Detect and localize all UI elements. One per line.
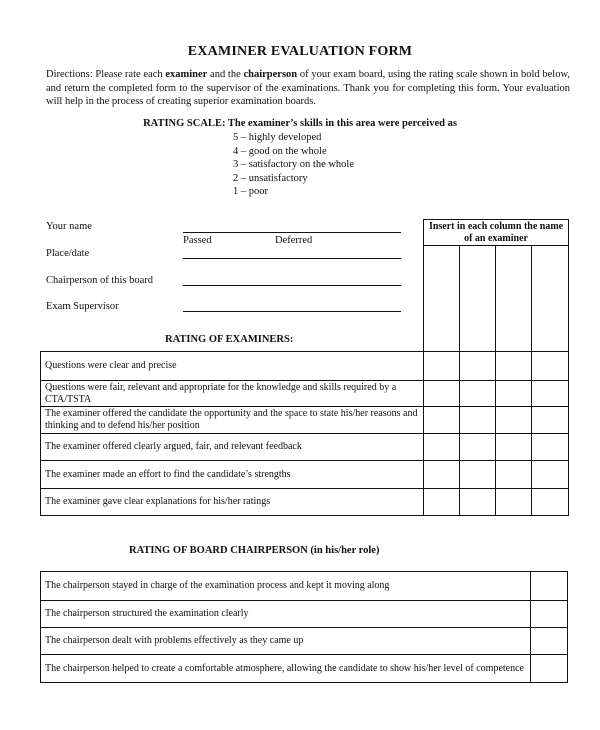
- rating-cell[interactable]: [532, 381, 569, 407]
- examiners-section-heading: RATING OF EXAMINERS:: [165, 334, 294, 345]
- table-row: [41, 628, 568, 655]
- rating-cell[interactable]: [496, 352, 532, 381]
- rating-cell[interactable]: [460, 461, 496, 489]
- examiner-question: The examiner made an effort to find the candidate’s strengths: [41, 461, 424, 489]
- form-title: EXAMINER EVALUATION FORM: [187, 44, 413, 59]
- rating-scale-item: 1 – poor: [233, 186, 268, 198]
- rating-cell[interactable]: [531, 572, 568, 601]
- exam-supervisor-line[interactable]: [183, 311, 401, 312]
- rating-cell[interactable]: [496, 489, 532, 516]
- directions-text: [46, 68, 570, 109]
- chairperson-label: Chairperson of this board: [46, 275, 154, 286]
- directions-chairperson: chairperson: [243, 69, 298, 80]
- place-date-line[interactable]: [183, 258, 401, 259]
- chairperson-question: The chairperson structured the examination clearly: [41, 601, 531, 628]
- chairperson-section-heading: RATING OF BOARD CHAIRPERSON (in his/her role): [129, 545, 380, 556]
- chairperson-question: The chairperson stayed in charge of the examination process and kept it moving along: [41, 572, 531, 601]
- examiner-name-cell[interactable]: [460, 246, 496, 352]
- table-row: [41, 572, 568, 601]
- rating-cell[interactable]: [424, 407, 460, 434]
- examiner-question: The examiner offered clearly argued, fair, and relevant feedback: [41, 434, 424, 461]
- passed-label: Passed: [183, 235, 212, 246]
- directions-examiner: examiner: [165, 69, 208, 80]
- directions-prefix: Directions: Please rate each: [46, 69, 166, 80]
- rating-cell[interactable]: [424, 461, 460, 489]
- chairperson-line[interactable]: [183, 285, 401, 286]
- examiner-column-header: Insert in each column the name of an examiner: [424, 220, 569, 246]
- exam-supervisor-label: Exam Supervisor: [46, 301, 119, 312]
- examiner-question: Questions were fair, relevant and appropriate for the knowledge and skills required by a CTA/TSTA: [41, 381, 424, 407]
- rating-cell[interactable]: [460, 489, 496, 516]
- rating-cell[interactable]: [531, 601, 568, 628]
- table-row: [41, 407, 569, 434]
- rating-cell[interactable]: [496, 461, 532, 489]
- rating-scale-item: 3 – satisfactory on the whole: [233, 159, 355, 171]
- examiner-name-cell[interactable]: [424, 246, 460, 352]
- examiner-name-cell[interactable]: [532, 246, 569, 352]
- place-date-label: Place/date: [46, 248, 90, 259]
- rating-scale-list: [233, 131, 354, 199]
- rating-scale-item: 5 – highly developed: [233, 132, 322, 143]
- your-name-label: Your name: [46, 221, 92, 232]
- rating-cell[interactable]: [532, 434, 569, 461]
- directions-suffix: of your exam board, using the rating scale shown in bold below, and return the completed form to the supervisor of the examinations. Thank you for completing this form. Your evaluation will help in the process of creating superior examination boards.: [46, 69, 570, 107]
- directions-and: and the: [207, 69, 244, 80]
- rating-cell[interactable]: [531, 655, 568, 683]
- table-row: [41, 352, 569, 381]
- rating-cell[interactable]: [424, 381, 460, 407]
- rating-cell[interactable]: [460, 407, 496, 434]
- rating-cell[interactable]: [496, 381, 532, 407]
- rating-cell[interactable]: [460, 434, 496, 461]
- chairperson-rating-table: [40, 571, 568, 683]
- deferred-label: Deferred: [275, 235, 313, 246]
- rating-cell[interactable]: [424, 352, 460, 381]
- rating-scale-item: 2 – unsatisfactory: [233, 172, 308, 184]
- rating-cell[interactable]: [496, 407, 532, 434]
- table-row: [41, 655, 568, 683]
- rating-scale-item: 4 – good on the whole: [233, 145, 327, 157]
- your-name-line[interactable]: [183, 232, 401, 233]
- rating-cell[interactable]: [532, 352, 569, 381]
- examiner-question: Questions were clear and precise: [41, 352, 424, 381]
- rating-cell[interactable]: [531, 628, 568, 655]
- rating-cell[interactable]: [460, 381, 496, 407]
- rating-cell[interactable]: [532, 461, 569, 489]
- chairperson-question: The chairperson dealt with problems effectively as they came up: [41, 628, 531, 655]
- examiner-question: The examiner gave clear explanations for his/her ratings: [41, 489, 424, 516]
- rating-scale-heading: RATING SCALE: The examiner’s skills in this area were perceived as: [143, 118, 457, 129]
- rating-cell[interactable]: [532, 489, 569, 516]
- rating-cell[interactable]: [532, 407, 569, 434]
- table-row: [41, 489, 569, 516]
- table-row: [41, 601, 568, 628]
- examiner-question: The examiner offered the candidate the opportunity and the space to state his/her reasons and thinking and to defend his/her position: [41, 407, 424, 434]
- rating-cell[interactable]: [424, 434, 460, 461]
- rating-cell[interactable]: [460, 352, 496, 381]
- table-row: [41, 461, 569, 489]
- examiner-columns-header: [423, 219, 569, 352]
- examiners-rating-table: [40, 351, 569, 516]
- examiner-name-cell[interactable]: [496, 246, 532, 352]
- chairperson-question: The chairperson helped to create a comfortable atmosphere, allowing the candidate to show his/her level of competence: [41, 655, 531, 683]
- table-row: [41, 381, 569, 407]
- rating-cell[interactable]: [496, 434, 532, 461]
- rating-cell[interactable]: [424, 489, 460, 516]
- table-row: [41, 434, 569, 461]
